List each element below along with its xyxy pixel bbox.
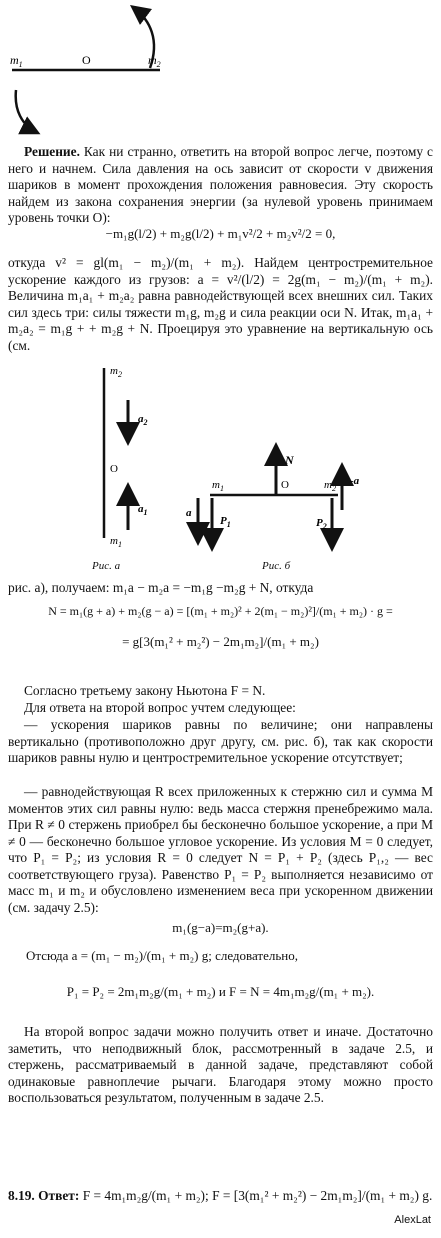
para-6: — ускорения шариков равны по величине; они направлены вертикально (противоположно друг другу, см. рис. б), так как скорости шариков равны нулю и центростремительное ускорение отсутствует; bbox=[8, 717, 433, 765]
equation-2b: = g[3(m₁² + m₂²) − 2m₁m₂]/(m₁ + m₂) bbox=[122, 634, 319, 649]
svg-text:-a: -a bbox=[350, 475, 360, 487]
caption-fig-a: Рис. а bbox=[92, 560, 121, 572]
svg-text:N: N bbox=[285, 453, 294, 467]
signature: AlexLat bbox=[394, 1214, 431, 1226]
svg-text:m2: $m_2$ bbox=[148, 53, 161, 69]
equation-5: P₁ = P₂ = 2m₁m₂g/(m₁ + m₂) и F = N = 4m₁m₂g/(m₁ + m₂). bbox=[66, 984, 375, 999]
svg-text:a: a bbox=[186, 507, 192, 519]
equation-1: −m₁g(l/2) + m₂g(l/2) + m₁v²/2 + m₂v²/2 = 0, bbox=[105, 226, 336, 241]
svg-text:O: O bbox=[110, 463, 118, 475]
svg-text:P2: $P_2$ bbox=[316, 517, 327, 531]
equation-4: Отсюда a = (m₁ − m₂)/(m₁ + m₂) g; следовательно, bbox=[26, 948, 299, 963]
svg-text:m2: $m_2$ bbox=[110, 365, 122, 379]
para-5: Для ответа на второй вопрос учтем следующее: bbox=[24, 700, 296, 715]
svg-text:P1: $P_1$ bbox=[220, 515, 231, 529]
svg-text:m2: $m_2$ bbox=[324, 479, 336, 493]
para-8: На второй вопрос задачи можно получить ответ и иначе. Достаточно заметить, что неподвижный блок, рассмотренный в задаче 2.5, и стержень, рассматриваемый в данной задаче, представляют собой одинаковые равноплечие рычаги. Благодаря этому можно просто воспользоваться результатом, полученным в задаче 2.5. bbox=[8, 1024, 433, 1105]
svg-text:O: O bbox=[281, 479, 289, 491]
solution-para-2: откуда v² = gl(m₁ − m₂)/(m₁ + m₂). Найдем центростремительное ускорение каждого из грузов: a = v²/(l/2) = 2g(m₁ − m₂)/(m₁ + m₂). Величина m₁a₁ + m₂a₂ равна равнодействующей всех внешних сил. Таких сил здесь три: силы тяжести m₁g, m₂g и сила реакции оси N. Итак, m₁a₁ + m₂a₂ = m₁g + + m₂g + N. Проецируя это уравнение на вертикальную ось (см. bbox=[8, 255, 433, 353]
label-m1: m bbox=[10, 53, 19, 67]
equation-2a: N = m₁(g + a) + m₂(g − a) = [(m₁ + m₂)² + 2(m₁ − m₂)²]/(m₁ + m₂) · g = bbox=[48, 604, 393, 618]
svg-text:a2: $a_2$ bbox=[138, 413, 148, 427]
svg-text:a1: $a_1$ bbox=[138, 503, 148, 517]
para-3: рис. а), получаем: m₁a − m₂a = −m₁g −m₂g + N, откуда bbox=[8, 580, 314, 595]
para-4: Согласно третьему закону Ньютона F = N. bbox=[24, 683, 266, 698]
figures-a-b bbox=[0, 360, 441, 580]
arc-arrow-down bbox=[16, 90, 36, 132]
para-7: — равнодействующая R всех приложенных к стержню сил и сумма M моментов этих сил равны нулю: ведь масса стержня пренебрежимо мала. При R ≠ 0 стержень приобрел бы бесконечно большое ускорение, а при M ≠ 0 — бесконечно большое угловое ускорение. Из условия M = 0 следует, что P₁ = P₂; из условия R = 0 следует N = P₁ + P₂ (здесь P₁,₂ — вес соответствующего груза). Равенство P₁ = P₂ выполняется независимо от масс m₁ и m₂ и обусловлено изменением веса при ускоренном движении (см. задачу 2.5): bbox=[8, 784, 433, 915]
label-o: O bbox=[82, 53, 91, 67]
caption-fig-b: Рис. б bbox=[262, 560, 291, 572]
solution-para-1: Решение. Как ни странно, ответить на второй вопрос легче, поэтому с него и начнем. Сила давления на ось зависит от скорости v движения шариков в момент прохождения положения равновесия. Эту скорость найдем из закона сохранения энергии (за нулевой уровень принимаем уровень точки O): bbox=[8, 144, 433, 225]
svg-text:m1: $m_1$ bbox=[110, 535, 122, 549]
rod-diagram-top bbox=[0, 0, 441, 140]
svg-text:m1: $m_1$ bbox=[212, 479, 224, 493]
svg-text:m1: $m_1$ bbox=[10, 53, 23, 69]
equation-3: m₁(g−a)=m₂(g+a). bbox=[172, 920, 269, 935]
label-m2: m bbox=[148, 53, 157, 67]
answer-line: 8.19. Ответ: F = 4m₁m₂g/(m₁ + m₂); F = [3(m₁² + m₂²) − 2m₁m₂]/(m₁ + m₂) g. bbox=[8, 1188, 433, 1203]
